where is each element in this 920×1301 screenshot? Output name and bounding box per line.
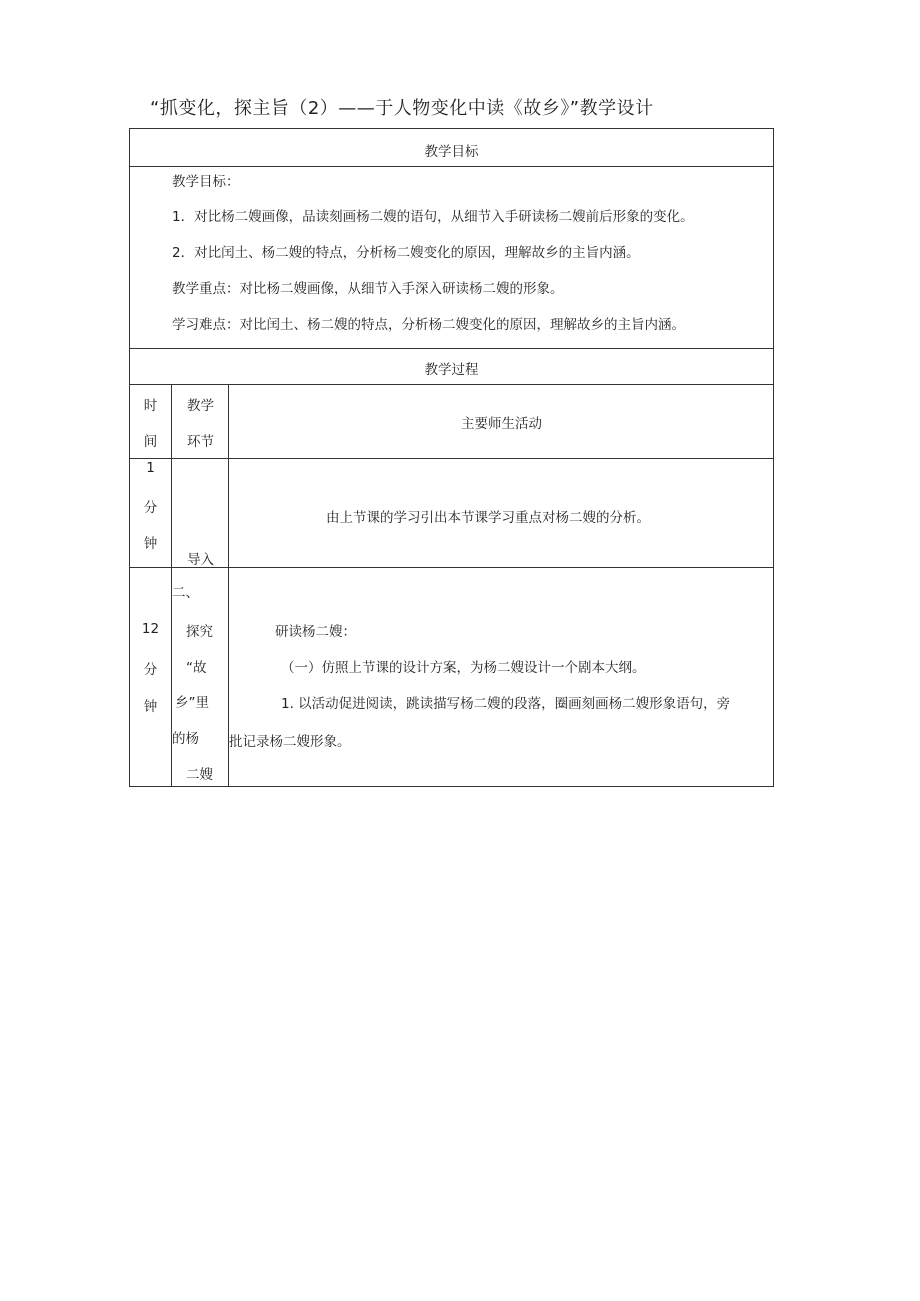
row-2-activity: 1. 以活动促进阅读，跳读描写杨二嫂的段落，圈画刻画杨二嫂形象语句，旁 (281, 696, 731, 712)
row-2-stage: 二、 (172, 585, 199, 601)
row-2-activity: 研读杨二嫂： (275, 624, 356, 640)
row-2-stage: 的杨 (172, 731, 199, 747)
document-title: “抓变化，探主旨（2）——于人物变化中读《故乡》”教学设计 (150, 98, 654, 119)
row-2-time: 分 (143, 662, 158, 678)
table-border-top (129, 128, 774, 129)
column-header-time: 间 (143, 434, 158, 450)
lesson-plan-table (129, 128, 774, 787)
table-divider (129, 458, 774, 459)
table-border-right (773, 128, 774, 787)
key-point: 教学重点：对比杨二嫂画像，从细节入手深入研读杨二嫂的形象。 (172, 281, 564, 297)
row-2-activity: 批记录杨二嫂形象。 (229, 734, 351, 750)
goal-item-2: 2．对比闰土、杨二嫂的特点，分析杨二嫂变化的原因，理解故乡的主旨内涵。 (172, 245, 640, 261)
row-2-stage: “故 (186, 660, 207, 676)
row-2-time: 12 (141, 621, 160, 637)
row-1-stage: 导入 (187, 552, 214, 568)
goal-item-1: 1．对比杨二嫂画像，品读刻画杨二嫂的语句，从细节入手研读杨二嫂前后形象的变化。 (172, 209, 694, 225)
row-1-time: 1 (146, 460, 155, 476)
row-2-stage: 乡”里 (175, 695, 209, 711)
column-header-activity: 主要师生活动 (461, 416, 542, 432)
process-header: 教学过程 (424, 362, 479, 378)
goals-label: 教学目标： (172, 174, 240, 190)
row-1-time: 钟 (143, 536, 158, 552)
goals-header: 教学目标 (424, 144, 479, 160)
table-border-bottom (129, 786, 774, 787)
table-border-left (129, 128, 130, 787)
row-2-stage: 二嫂 (186, 767, 213, 783)
row-1-time: 分 (143, 500, 158, 516)
table-divider (129, 348, 774, 349)
row-1-activity: 由上节课的学习引出本节课学习重点对杨二嫂的分析。 (326, 510, 650, 526)
table-divider (129, 166, 774, 167)
difficulty-point: 学习难点：对比闰土、杨二嫂的特点，分析杨二嫂变化的原因，理解故乡的主旨内涵。 (172, 317, 685, 333)
column-header-time: 时 (143, 398, 158, 414)
row-2-time: 钟 (143, 699, 158, 715)
column-header-stage: 环节 (187, 434, 214, 450)
row-2-stage: 探究 (186, 624, 213, 640)
table-divider (129, 384, 774, 385)
row-2-activity: （一）仿照上节课的设计方案，为杨二嫂设计一个剧本大纲。 (281, 660, 646, 676)
column-header-stage: 教学 (187, 398, 214, 414)
